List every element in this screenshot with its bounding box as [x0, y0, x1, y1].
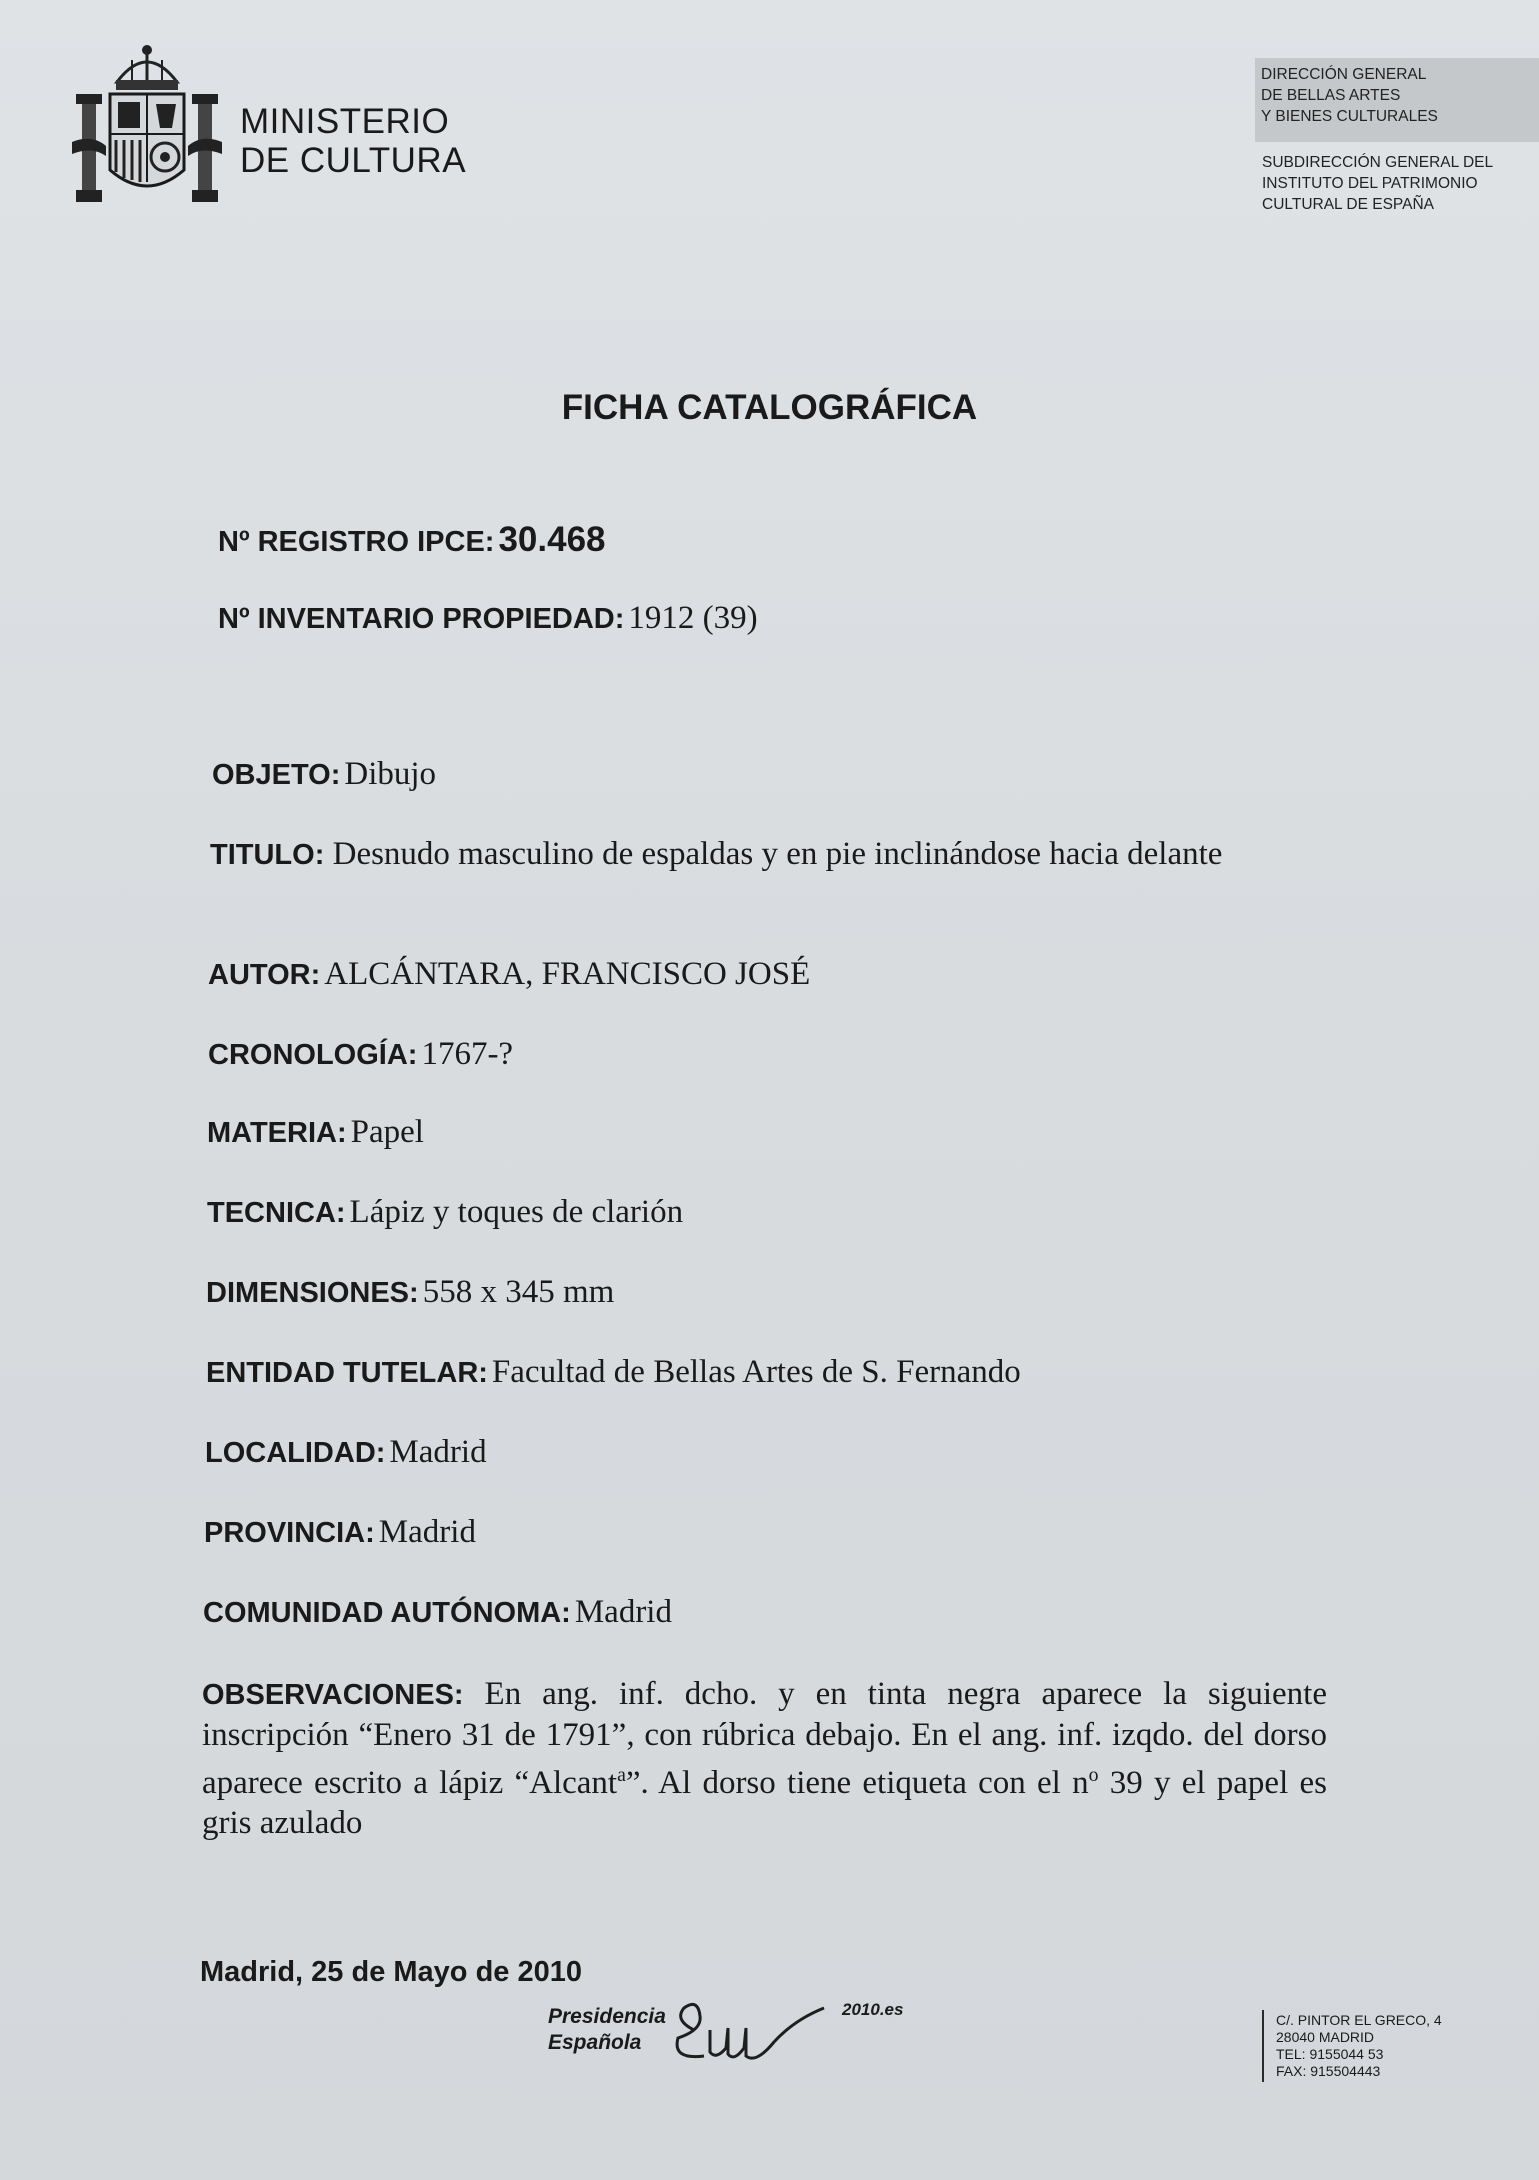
provincia-label: PROVINCIA: [204, 1517, 375, 1549]
subdirectorate [1262, 152, 1537, 215]
entidad-label: ENTIDAD TUTELAR: [206, 1357, 488, 1389]
cronologia-value: 1767-? [421, 1036, 514, 1072]
registro-value: 30.468 [498, 520, 606, 559]
presidencia-line-2: Española [548, 2031, 642, 2054]
subdirectorate-line-2: INSTITUTO DEL PATRIMONIO [1262, 175, 1478, 192]
registro-field [218, 520, 606, 560]
ministry-name [240, 102, 466, 180]
observaciones-field [202, 1674, 1327, 1843]
provincia-field [204, 1514, 476, 1551]
tecnica-value: Lápiz y toques de clarión [349, 1194, 684, 1230]
eu-year: 2010.es [842, 2000, 904, 2019]
subdirectorate-line-1: SUBDIRECCIÓN GENERAL DEL [1262, 154, 1494, 171]
objeto-value: Dibujo [344, 756, 437, 792]
directorate-box [1255, 58, 1539, 142]
inventario-field [218, 600, 758, 637]
observaciones-sup-2: o [1088, 1764, 1099, 1786]
observaciones-text-1: En ang. inf. dcho. y en tinta negra aparece la siguiente inscripción “Enero 31 de 1791”, con rúbrica debajo. En el ang. inf. izqdo. del dorso aparece escrito a lápiz “Alcant [202, 1676, 1328, 1801]
entidad-value: Facultad de Bellas Artes de S. Fernando [491, 1354, 1021, 1390]
autor-value: ALCÁNTARA, FRANCISCO JOSÉ [324, 956, 811, 992]
provincia-value: Madrid [378, 1514, 476, 1550]
ministry-line-1: MINISTERIO [240, 102, 450, 141]
footer-date: Madrid, 25 de Mayo de 2010 [200, 1956, 582, 1988]
cronologia-label: CRONOLOGÍA: [208, 1039, 418, 1071]
registro-label: Nº REGISTRO IPCE: [218, 526, 495, 558]
directorate-line-3: Y BIENES CULTURALES [1261, 108, 1438, 125]
eu-presidency-logo [664, 1990, 844, 2070]
directorate-line-2: DE BELLAS ARTES [1261, 87, 1401, 104]
presidencia-logo-text [548, 2004, 666, 2056]
entidad-field [206, 1354, 1021, 1391]
comunidad-field [203, 1594, 672, 1631]
objeto-field [212, 756, 436, 793]
comunidad-label: COMUNIDAD AUTÓNOMA: [203, 1597, 571, 1629]
dimensiones-label: DIMENSIONES: [206, 1277, 419, 1309]
ministry-line-2: DE CULTURA [240, 141, 467, 180]
observaciones-label: OBSERVACIONES: [202, 1679, 464, 1711]
tecnica-field [207, 1194, 683, 1231]
localidad-label: LOCALIDAD: [205, 1437, 386, 1469]
materia-label: MATERIA: [207, 1117, 347, 1149]
autor-field [208, 956, 810, 993]
dimensiones-value: 558 x 345 mm [422, 1274, 615, 1310]
subdirectorate-line-3: CULTURAL DE ESPAÑA [1262, 196, 1434, 213]
titulo-field [210, 836, 1345, 874]
coat-of-arms-logo [72, 42, 222, 214]
materia-value: Papel [350, 1114, 424, 1150]
address-line-2: 28040 MADRID [1276, 2029, 1375, 2045]
presidencia-line-1: Presidencia [548, 2005, 666, 2028]
autor-label: AUTOR: [208, 959, 321, 991]
localidad-field [205, 1434, 487, 1471]
observaciones-text-2: ”. Al dorso tiene etiqueta con el n [625, 1765, 1089, 1801]
objeto-label: OBJETO: [212, 759, 341, 791]
address-line-1: C/. PINTOR EL GRECO, 4 [1276, 2012, 1442, 2028]
address-line-3: TEL: 9155044 53 [1276, 2046, 1384, 2062]
address-divider [1262, 2010, 1264, 2082]
address-block [1276, 2012, 1442, 2080]
document-title: FICHA CATALOGRÁFICA [561, 388, 978, 427]
comunidad-value: Madrid [574, 1594, 672, 1630]
tecnica-label: TECNICA: [207, 1197, 346, 1229]
titulo-label: TITULO: [210, 839, 325, 871]
dimensiones-field [206, 1274, 614, 1311]
address-line-4: FAX: 915504443 [1276, 2063, 1381, 2079]
inventario-label: Nº INVENTARIO PROPIEDAD: [218, 603, 625, 635]
materia-field [207, 1114, 424, 1151]
inventario-value: 1912 (39) [628, 600, 758, 636]
cronologia-field [208, 1036, 513, 1073]
titulo-value: Desnudo masculino de espaldas y en pie inclinándose hacia delante [332, 836, 1223, 872]
observaciones-sup-1: a [617, 1764, 626, 1786]
localidad-value: Madrid [389, 1434, 487, 1470]
observaciones-text-3: 39 y el papel es gris azulado [202, 1765, 1327, 1841]
directorate-line-1: DIRECCIÓN GENERAL [1261, 66, 1427, 83]
